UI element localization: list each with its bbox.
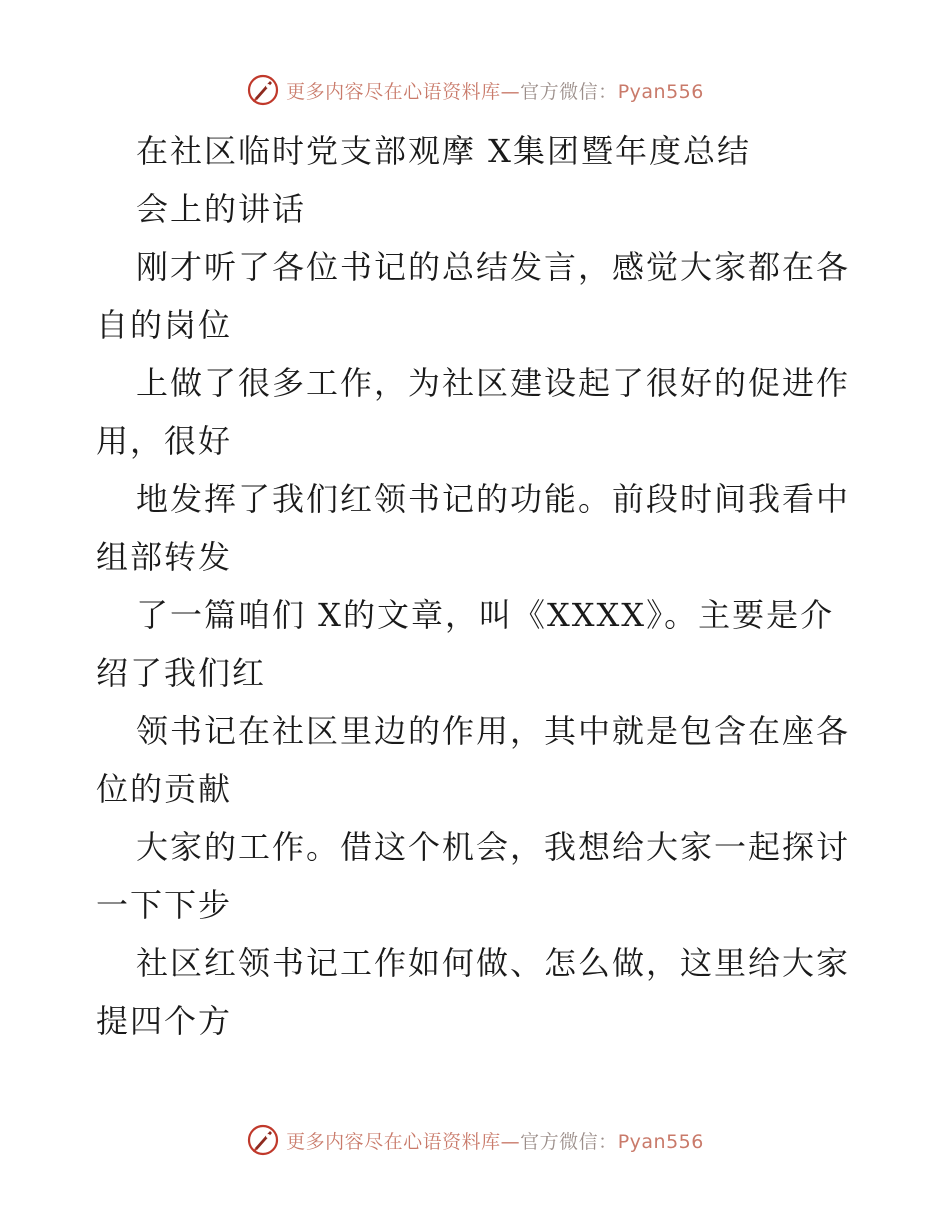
- document-line: 一下下步: [96, 886, 233, 924]
- document-line: 绍了我们红: [96, 654, 267, 692]
- document-line: 地发挥了我们红领书记的功能。前段时间我看中: [136, 480, 851, 518]
- document-line: 会上的讲话: [136, 190, 307, 228]
- footer-wechat-id: Pyan556: [617, 1130, 704, 1153]
- document-line: 在社区临时党支部观摩 X集团暨年度总结: [136, 132, 751, 170]
- document-line: 刚才听了各位书记的总结发言，感觉大家都在各: [136, 248, 851, 286]
- header-brand: 更多内容尽在心语资料库: [286, 80, 501, 103]
- header-wechat-id: Pyan556: [617, 80, 704, 103]
- header-wechat-label: 官方微信：: [520, 80, 618, 103]
- document-line: 领书记在社区里边的作用，其中就是包含在座各: [136, 712, 851, 750]
- quill-logo-icon: [246, 1123, 280, 1157]
- header-separator: —: [500, 80, 521, 103]
- document-line: 自的岗位: [96, 306, 233, 344]
- document-line: 了一篇咱们 X的文章，叫《XXXX》。主要是介: [136, 596, 835, 634]
- document-line: 位的贡献: [96, 770, 233, 808]
- document-line: 上做了很多工作，为社区建设起了很好的促进作: [136, 364, 851, 402]
- header-banner-text: [286, 77, 704, 104]
- document-body: [96, 122, 866, 1050]
- document-line: 组部转发: [96, 538, 233, 576]
- document-line: 提四个方: [96, 1002, 233, 1040]
- footer-separator: —: [500, 1130, 521, 1153]
- header-watermark: [0, 70, 950, 110]
- footer-banner-text: [286, 1127, 704, 1154]
- footer-wechat-label: 官方微信：: [520, 1130, 618, 1153]
- document-line: 用，很好: [96, 422, 233, 460]
- footer-watermark: [0, 1120, 950, 1160]
- document-line: 社区红领书记工作如何做、怎么做，这里给大家: [136, 944, 851, 982]
- footer-brand: 更多内容尽在心语资料库: [286, 1130, 501, 1153]
- document-line: 大家的工作。借这个机会，我想给大家一起探讨: [136, 828, 851, 866]
- quill-logo-icon: [246, 73, 280, 107]
